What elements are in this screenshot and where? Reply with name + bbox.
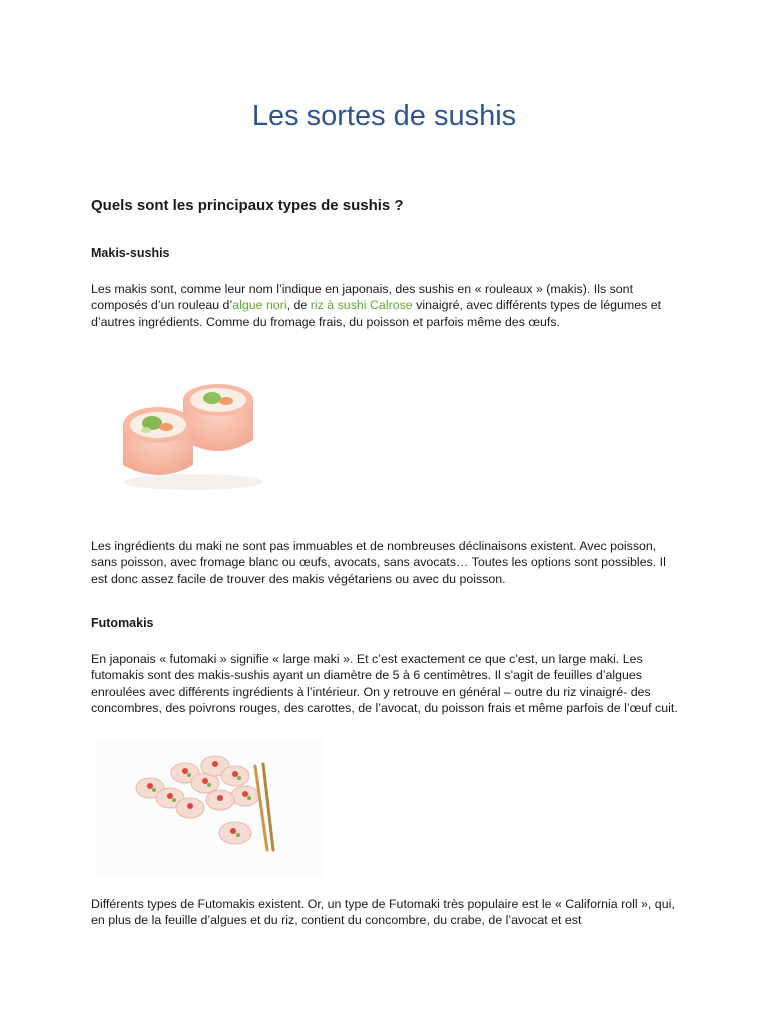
maki-sushi-image [108, 370, 273, 500]
section-subtitle: Quels sont les principaux types de sushis ? [91, 197, 404, 214]
riz-calrose-link[interactable]: riz à sushi Calrose [310, 298, 413, 313]
algue-nori-link[interactable]: algue nori [232, 298, 287, 313]
makis-body-paragraph: Les ingrédients du maki ne sont pas immuables et de nombreuses déclinaisons existent. Avec poisson, sans poisson, avec fromage blanc ou œufs, avocats, sans avocats… Toutes les options sont possibles. Il est donc assez facile de trouver des makis végétariens ou avec du poisson. [91, 539, 666, 586]
makis-heading: Makis-sushis [91, 246, 170, 260]
futomakis-types-paragraph: Différents types de Futomakis existent. Or, un type de Futomaki très populaire est le « California roll », qui, en plus de la feuille d’algues et du riz, contient du concombre, du crabe, de l’avocat et est [91, 897, 675, 928]
futomaki-image [95, 738, 325, 878]
makis-intro-text-2: , de [286, 298, 311, 313]
makis-intro-paragraph [91, 281, 681, 330]
makis-intro-text-3: vinaigré, avec différents types de légumes et d’autres ingrédients. Comme du fromage frais, du poisson et parfois même des œufs. [91, 298, 662, 329]
makis-intro-text-1: Les makis sont, comme leur nom l’indique en japonais, des sushis en « rouleaux » (makis). Ils sont composés d’un rouleau d’ [91, 282, 634, 313]
futomakis-body-paragraph: En japonais « futomaki » signifie « large maki ». Et c’est exactement ce que c’est, un large maki. Les futomakis sont des makis-sushis ayant un diamètre de 5 à 6 centimètres. Il s’agit de feuilles d’algues enroulées avec différents ingrédients à l’intérieur. On y retrouve en général – outre du riz vinaigré- des concombres, des poivrons rouges, des carottes, de l’avocat, du poisson frais et même parfois de l’œuf cuit. [91, 652, 678, 715]
futomakis-heading: Futomakis [91, 616, 154, 630]
page-title: Les sortes de sushis [251, 100, 517, 132]
